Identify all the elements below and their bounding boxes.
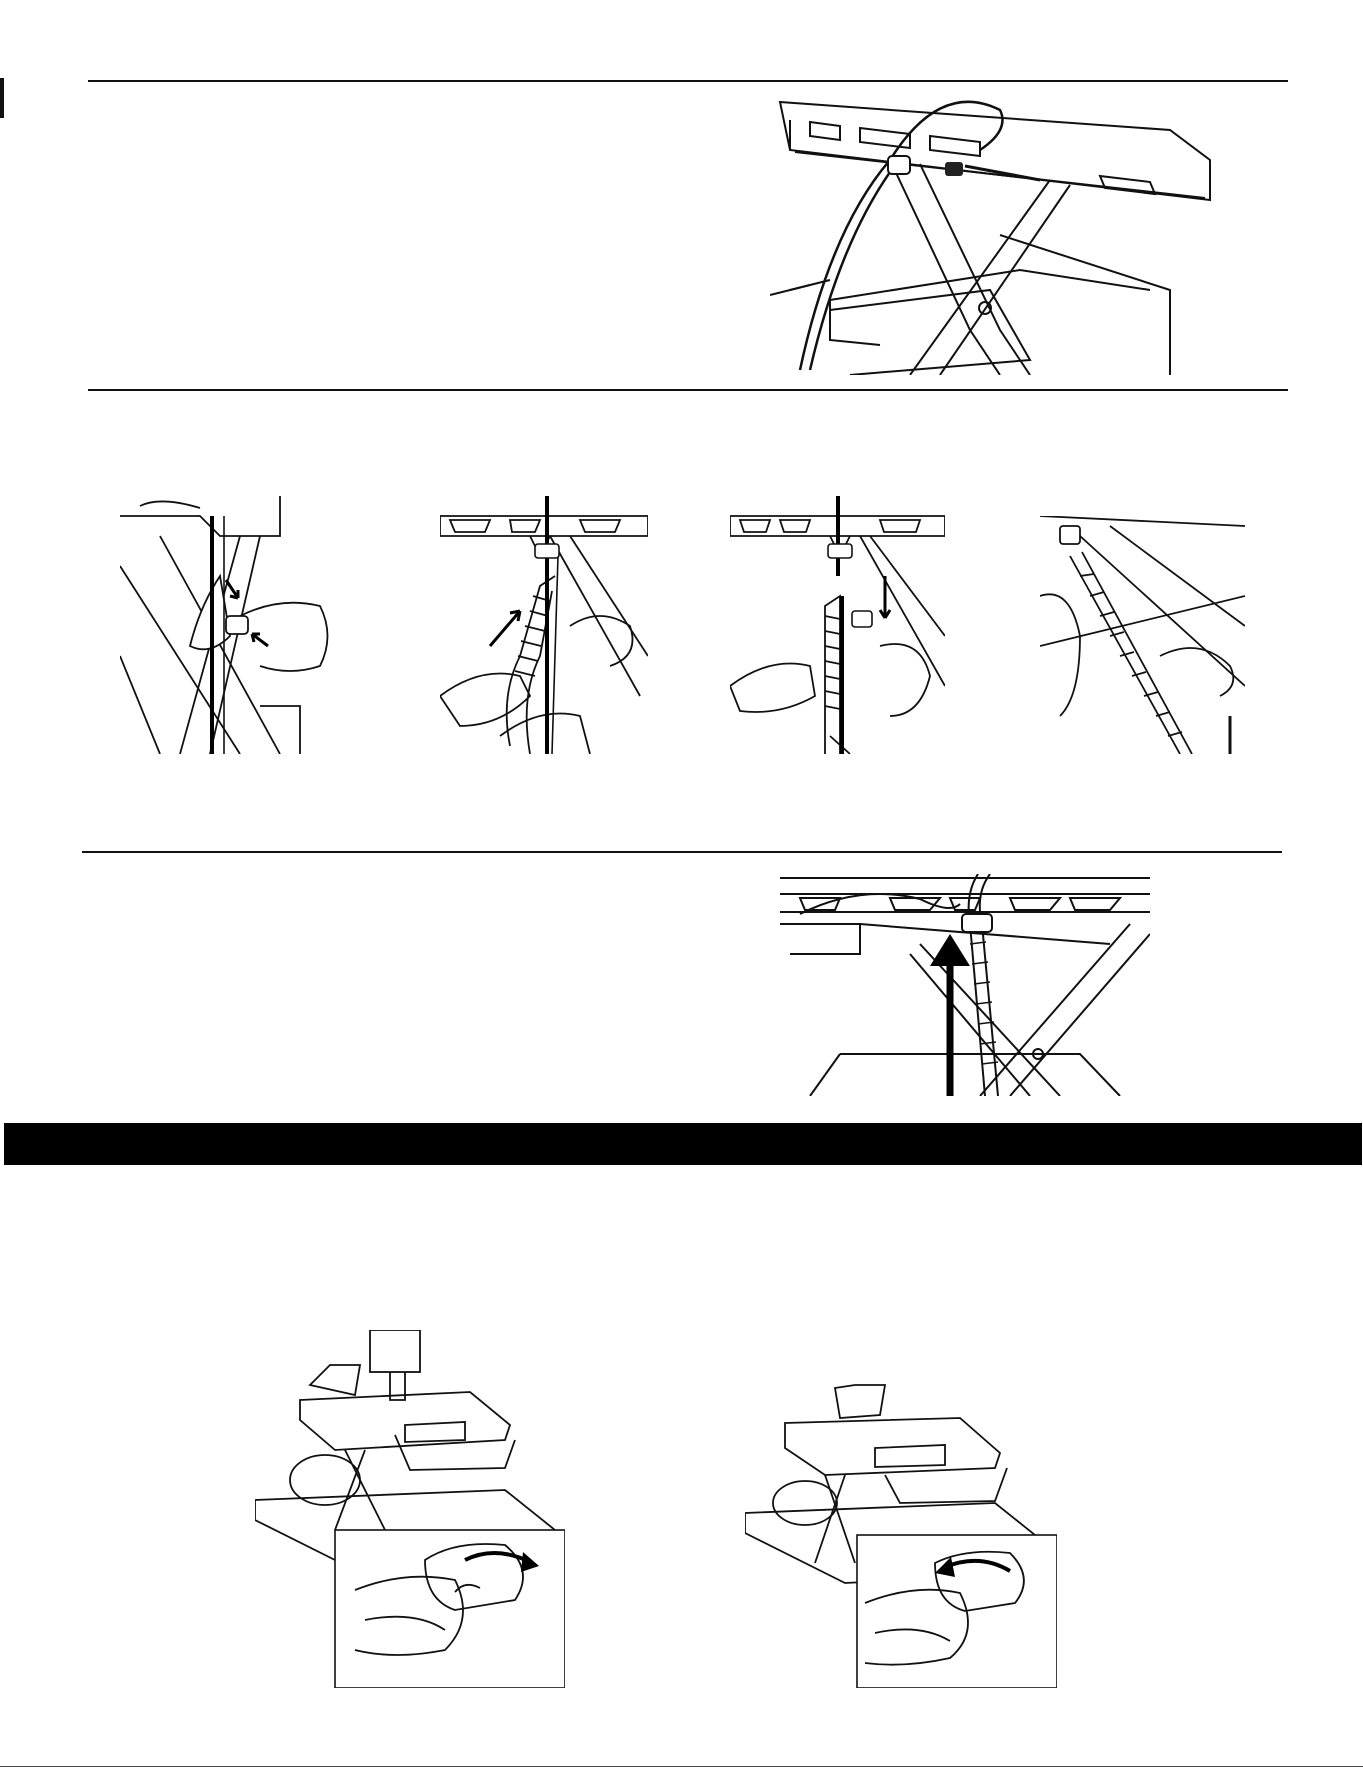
section-divider — [88, 80, 1288, 82]
figure-adjust-lever-raise — [255, 1330, 565, 1688]
figure-sleeve-step-1 — [120, 496, 335, 754]
figure-sleeve-step-3 — [730, 496, 945, 754]
section-divider — [82, 851, 1282, 853]
figure-sleeve-installed — [780, 874, 1150, 1096]
section-divider — [88, 389, 1288, 391]
page-bottom-edge — [0, 1766, 1363, 1767]
figure-sleeve-step-2 — [440, 496, 648, 754]
registration-mark — [0, 78, 4, 118]
section-header-band — [4, 1123, 1362, 1165]
figure-cord-over-desk — [770, 90, 1220, 375]
figure-adjust-lever-lower — [745, 1383, 1057, 1688]
figure-sleeve-step-4 — [1040, 516, 1245, 754]
